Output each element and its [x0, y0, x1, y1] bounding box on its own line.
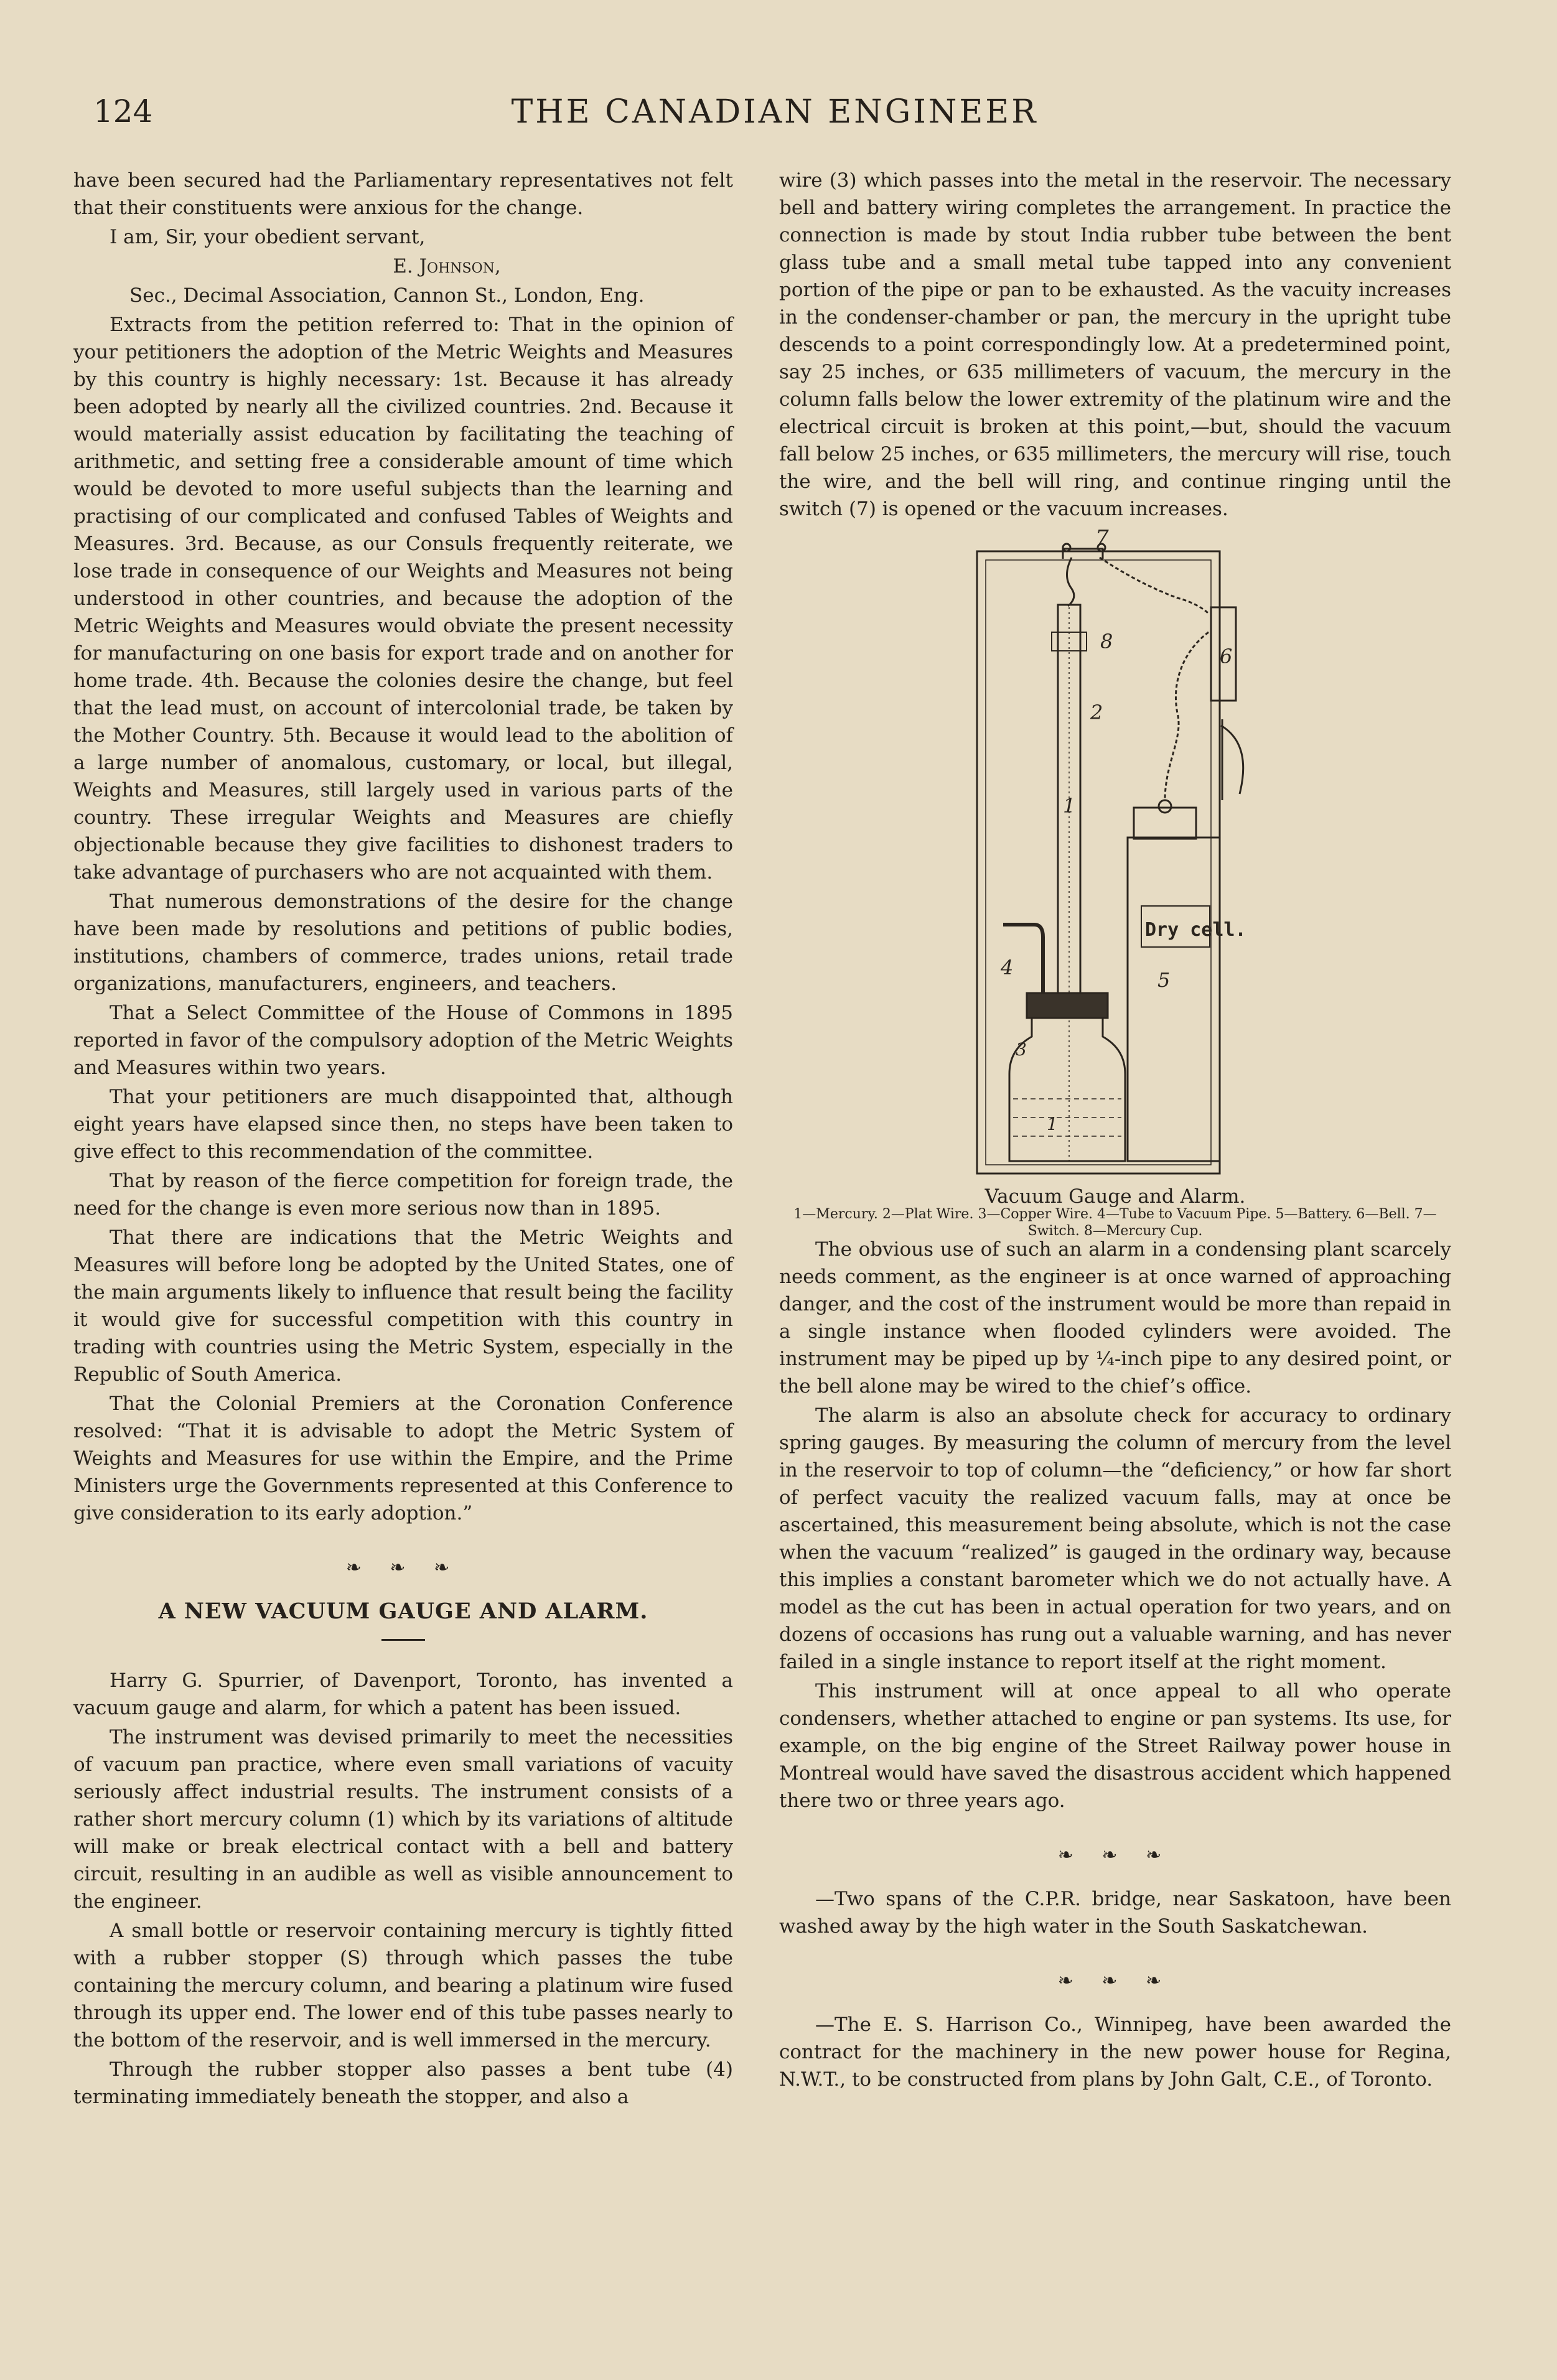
callout-vacuum-tube: 4: [1001, 956, 1014, 979]
page-number: 124: [93, 93, 153, 129]
petition-paragraph: That by reason of the fierce competition for foreign trade, the need for the change is even more serious now than in 1895.: [73, 1170, 733, 1220]
battery-label: Dry cell.: [1145, 919, 1246, 941]
right-column: [779, 167, 1451, 2095]
diagram-callout-labels: [779, 526, 1451, 1180]
petition-paragraph: That a Select Committee of the House of Commons in 1895 reported in favor of the compulsory adoption of the Metric Weights and Measures within two years.: [73, 1002, 733, 1079]
journal-title: THE CANADIAN ENGINEER: [511, 93, 1039, 131]
article-paragraph: A small bottle or reservoir containing mercury is tightly fitted with a rubber stopper (S) through which passes the tube containing the mercury column, and bearing a platinum wire fused through its upper end. The lower end of this tube passes nearly to the bottom of the reservoir, and is well immersed in the mercury.: [73, 1920, 733, 2051]
section-separator: ❧ ❧ ❧: [345, 1557, 461, 1579]
figure-caption-title: Vacuum Gauge and Alarm.: [984, 1185, 1246, 1208]
callout-battery: 5: [1157, 968, 1171, 992]
callout-plat-wire: 2: [1090, 701, 1103, 724]
article-paragraph: The obvious use of such an alarm in a condensing plant scarcely needs comment, as the engineer is at once warned of approaching danger, and the cost of the instrument would be more than repaid in a single instance when flooded cylinders were avoided. The instrument may be piped up by ¼-inch pipe to any desired point, or the bell alone may be wired to the chief’s office.: [779, 1238, 1451, 1398]
section-separator: ❧ ❧ ❧: [1057, 1970, 1173, 1992]
petition-paragraph: That the Colonial Premiers at the Coronation Conference resolved: “That it is advisable to adopt the Metric System of Weights and Measures for use within the Empire, and the Prime Ministers urge the Governments represented at this Conference to give consideration to its early adoption.”: [73, 1393, 733, 1524]
callout-copper-wire: 3: [1016, 1039, 1027, 1060]
petition-paragraph: Extracts from the petition referred to: That in the opinion of your petitioners the adoption of the Metric Weights and Measures by this country is highly necessary: 1st. Because it has already been adopted by nearly all the civilized countries. 2nd. Because it would materially assist education by facilitating the teaching of arithmetic, and setting free a considerable amount of time which would be devoted to more useful subjects than the learning and practising of our complicated and confused Tables of Weights and Measures. 3rd. Because, as our Consuls frequently reiterate, we lose trade in consequence of our Weights and Measures not being understood in other countries, and because the adoption of the Metric Weights and Measures would obviate the present necessity for manufacturing on one basis for export trade and on another for home trade. 4th. Because the colonies desire the change, but feel that the lead must, on account of intercolonial trade, be taken by the Mother Country. 5th. Because it would lead to the abolition of a large number of anomalous, customary, or local, but illegal, Weights and Measures, still largely used in various parts of the country. These irregular Weights and Measures are chiefly objectionable because they give facilities to dishonest traders to take advantage of purchasers who are not acquainted with them.: [73, 314, 733, 884]
callout-bell: 6: [1220, 645, 1233, 668]
signature-name: Johnson,: [419, 255, 501, 278]
figure-legend: 1—Mercury. 2—Plat Wire. 3—Copper Wire. 4—Tube to Vacuum Pipe. 5—Battery. 6—Bell. 7—Switch. 8—Mercury Cup.: [793, 1206, 1437, 1239]
page-header: [68, 93, 1481, 143]
callout-mercury-column: 1: [1063, 794, 1076, 818]
article-continuation: wire (3) which passes into the metal in the reservoir. The necessary bell and battery wiring completes the arrangement. In practice the connection is made by stout India rubber tube between the bent glass tube and a small metal tube tapped into any convenient portion of the pipe or pan to be exhausted. As the vacuity increases in the condenser-chamber or pan, the mercury in the upright tube descends to a point correspondingly low. At a predetermined point, say 25 inches, or 635 millimeters of vacuum, the mercury in the column falls below the lower extremity of the platinum wire and the electrical circuit is broken at this point,—but, should the vacuum fall below 25 inches, or 635 millimeters, the mercury will rise, touch the wire, and the bell will ring, and continue ringing until the switch (7) is opened or the vacuum increases.: [779, 169, 1451, 520]
petition-paragraph: That numerous demonstrations of the desire for the change have been made by resolutions and petitions of public bodies, institutions, chambers of commerce, trades unions, retail trade organizations, manufacturers, engineers, and teachers.: [73, 890, 733, 995]
letter-signature: [73, 253, 733, 280]
letter-signature-address: Sec., Decimal Association, Cannon St., London, Eng.: [129, 284, 645, 307]
callout-mercury-cup: 8: [1100, 630, 1113, 653]
article-paragraph: The instrument was devised primarily to meet the necessities of vacuum pan practice, where even small variations of vacuity seriously affect industrial results. The instrument consists of a rather short mercury column (1) which by its variations of altitude will make or break electrical contact with a bell and battery circuit, resulting in an audible as well as visible announcement to the engineer.: [73, 1726, 733, 1913]
article-paragraph: The alarm is also an absolute check for accuracy to ordinary spring gauges. By measuring the column of mercury from the level in the reservoir to top of column—the “deficiency,” or how far short of perfect vacuity the realized vacuum falls, may at once be ascertained, this measurement being absolute, which is not the case when the vacuum “realized” is gauged in the ordinary way, because this implies a constant barometer which we do not actually have. A model as the cut has been in actual operation for two years, and on dozens of occasions has rung out a valuable warning, and has never failed in a single instance to report itself at the right moment.: [779, 1404, 1451, 1673]
petition-paragraph: That there are indications that the Metric Weights and Measures will before long be adopted by the United States, one of the main arguments likely to influence that result being the facility it would give for successful competition with this country in trading with countries using the Metric System, especially in the Republic of South America.: [73, 1226, 733, 1386]
news-item-harrison-co: —The E. S. Harrison Co., Winnipeg, have been awarded the contract for the machinery in the new power house for Regina, N.W.T., to be constructed from plans by John Galt, C.E., of Toronto.: [779, 2014, 1451, 2091]
article-title: A NEW VACUUM GAUGE AND ALARM.: [158, 1598, 648, 1624]
left-column: [73, 167, 733, 2112]
vacuum-gauge-figure: [779, 526, 1451, 1239]
article-paragraph: Through the rubber stopper also passes a bent tube (4) terminating immediately beneath the stopper, and also a: [73, 2058, 733, 2108]
callout-mercury: 1: [1047, 1114, 1058, 1134]
callout-switch: 7: [1095, 526, 1109, 551]
petition-paragraph: That your petitioners are much disappointed that, although eight years have elapsed since then, no steps have been taken to give effect to this recommendation of the committee.: [73, 1086, 733, 1163]
section-separator: ❧ ❧ ❧: [1057, 1844, 1173, 1866]
letter-closing-text: have been secured had the Parliamentary representatives not felt that their constituents were anxious for the change.: [73, 169, 733, 219]
letter-salutation: I am, Sir, your obedient servant,: [110, 226, 426, 248]
title-divider: [381, 1639, 425, 1641]
article-paragraph: This instrument will at once appeal to all who operate condensers, whether attached to engine or pan systems. Its use, for example, on the big engine of the Street Railway power house in Montreal would have saved the disastrous accident which happened there two or three years ago.: [779, 1680, 1451, 1812]
signature-initial: E.: [393, 255, 419, 278]
news-item-saskatoon-bridge: —Two spans of the C.P.R. bridge, near Saskatoon, have been washed away by the high water in the South Saskatchewan.: [779, 1888, 1451, 1938]
article-paragraph: Harry G. Spurrier, of Davenport, Toronto, has invented a vacuum gauge and alarm, for which a patent has been issued.: [73, 1669, 733, 1719]
